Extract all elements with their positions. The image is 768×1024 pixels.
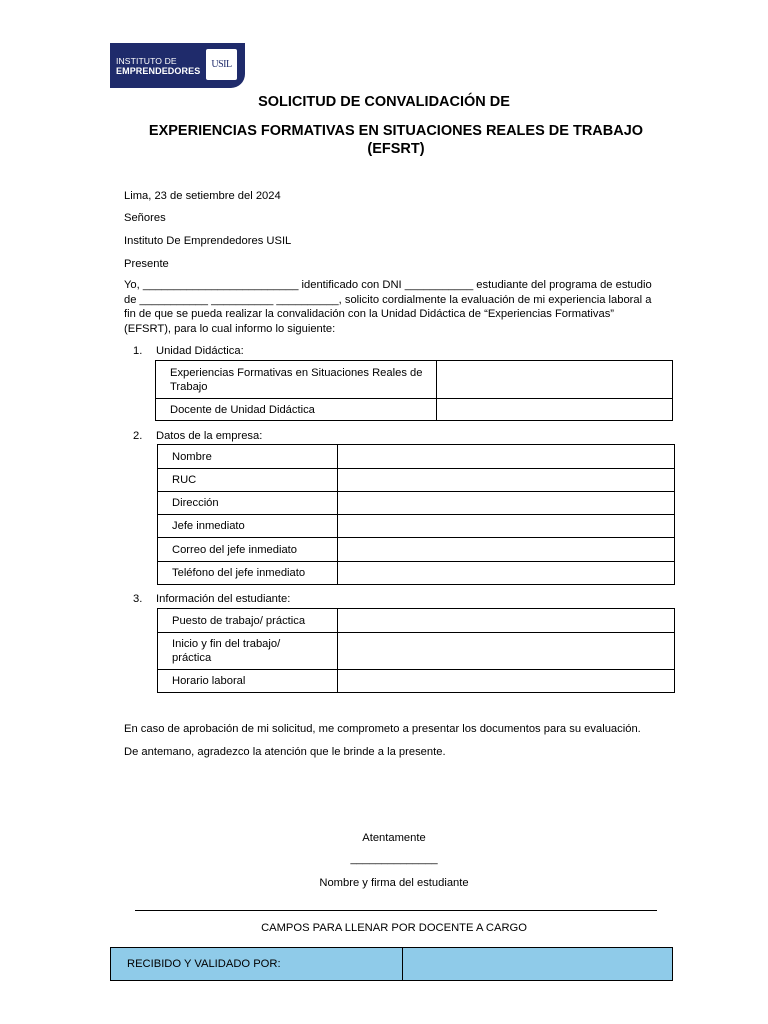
received-input-cell[interactable] [403, 948, 673, 981]
field-label: Inicio y fin del trabajo/ práctica [158, 633, 338, 670]
logo-text [116, 56, 200, 76]
received-label: RECIBIDO Y VALIDADO POR: [111, 948, 403, 981]
field-input-cell[interactable] [338, 469, 675, 492]
table-row [111, 948, 673, 981]
section-label: Unidad Didáctica: [156, 345, 244, 357]
informacion-estudiante-table [157, 608, 675, 693]
field-input-cell[interactable] [338, 633, 675, 670]
field-label: Puesto de trabajo/ práctica [158, 609, 338, 633]
teacher-section-title: CAMPOS PARA LLENAR POR DOCENTE A CARGO [261, 922, 527, 934]
section-label: Información del estudiante: [156, 593, 291, 605]
field-label: Teléfono del jefe inmediato [158, 562, 338, 585]
table-row [156, 399, 673, 421]
datos-empresa-table [157, 444, 675, 585]
document-subtitle: EXPERIENCIAS FORMATIVAS EN SITUACIONES REALES DE TRABAJO (EFSRT) [148, 123, 644, 157]
thanks-text: De antemano, agradezco la atención que le brinde a la presente. [124, 746, 446, 758]
section-label: Datos de la empresa: [156, 430, 263, 442]
logo-line1: INSTITUTO DE [116, 55, 177, 66]
field-input-cell[interactable] [338, 445, 675, 469]
field-label: RUC [158, 469, 338, 492]
field-input-cell[interactable] [338, 538, 675, 562]
table-row [158, 492, 675, 515]
date-line: Lima, 23 de setiembre del 2024 [124, 190, 281, 202]
field-input-cell[interactable] [437, 399, 673, 421]
table-row [158, 515, 675, 538]
received-validated-table [110, 947, 673, 981]
institution-name: Instituto De Emprendedores USIL [124, 235, 292, 247]
institute-logo [110, 43, 245, 88]
field-input-cell[interactable] [338, 562, 675, 585]
field-label: Jefe inmediato [158, 515, 338, 538]
field-input-cell[interactable] [338, 609, 675, 633]
field-label: Experiencias Formativas en Situaciones Reales de Trabajo [156, 361, 437, 399]
field-input-cell[interactable] [338, 670, 675, 693]
closing-text: Atentamente [362, 832, 426, 844]
table-row [158, 670, 675, 693]
commitment-text: En caso de aprobación de mi solicitud, me comprometo a presentar los documentos para su evaluación. [124, 723, 641, 735]
field-input-cell[interactable] [338, 515, 675, 538]
section-number: 2. [133, 430, 143, 442]
table-row [158, 469, 675, 492]
table-row [158, 538, 675, 562]
field-input-cell[interactable] [338, 492, 675, 515]
table-row [158, 609, 675, 633]
field-label: Dirección [158, 492, 338, 515]
section-number: 1. [133, 345, 143, 357]
logo-badge-text: USIL [211, 59, 232, 70]
table-row [158, 633, 675, 670]
logo-line2: EMPRENDEDORES [116, 65, 201, 76]
salutation: Señores [124, 212, 166, 224]
field-input-cell[interactable] [437, 361, 673, 399]
signature-line[interactable]: ______________ [350, 853, 438, 865]
section-number: 3. [133, 593, 143, 605]
usil-badge-icon [206, 49, 237, 80]
request-paragraph: Yo, _________________________ identificado con DNI ___________ estudiante del programa de estudio de ___________ __________ __________, solicito cordialmente la evaluación de mi experiencia laboral a fin de que se pueda realizar la convalidación con la Unidad Didáctica de “Experiencias Formativas” (EFSRT), para lo cual informo lo siguiente: [124, 279, 652, 335]
field-label: Docente de Unidad Didáctica [156, 399, 437, 421]
field-label: Correo del jefe inmediato [158, 538, 338, 562]
section-divider [135, 910, 657, 911]
table-row [158, 562, 675, 585]
unidad-didactica-table [155, 360, 673, 421]
table-row [156, 361, 673, 399]
signature-label: Nombre y firma del estudiante [319, 877, 469, 889]
field-label: Horario laboral [158, 670, 338, 693]
field-label: Nombre [158, 445, 338, 469]
document-title: SOLICITUD DE CONVALIDACIÓN DE [258, 94, 510, 110]
table-row [158, 445, 675, 469]
presente-line: Presente [124, 258, 169, 270]
